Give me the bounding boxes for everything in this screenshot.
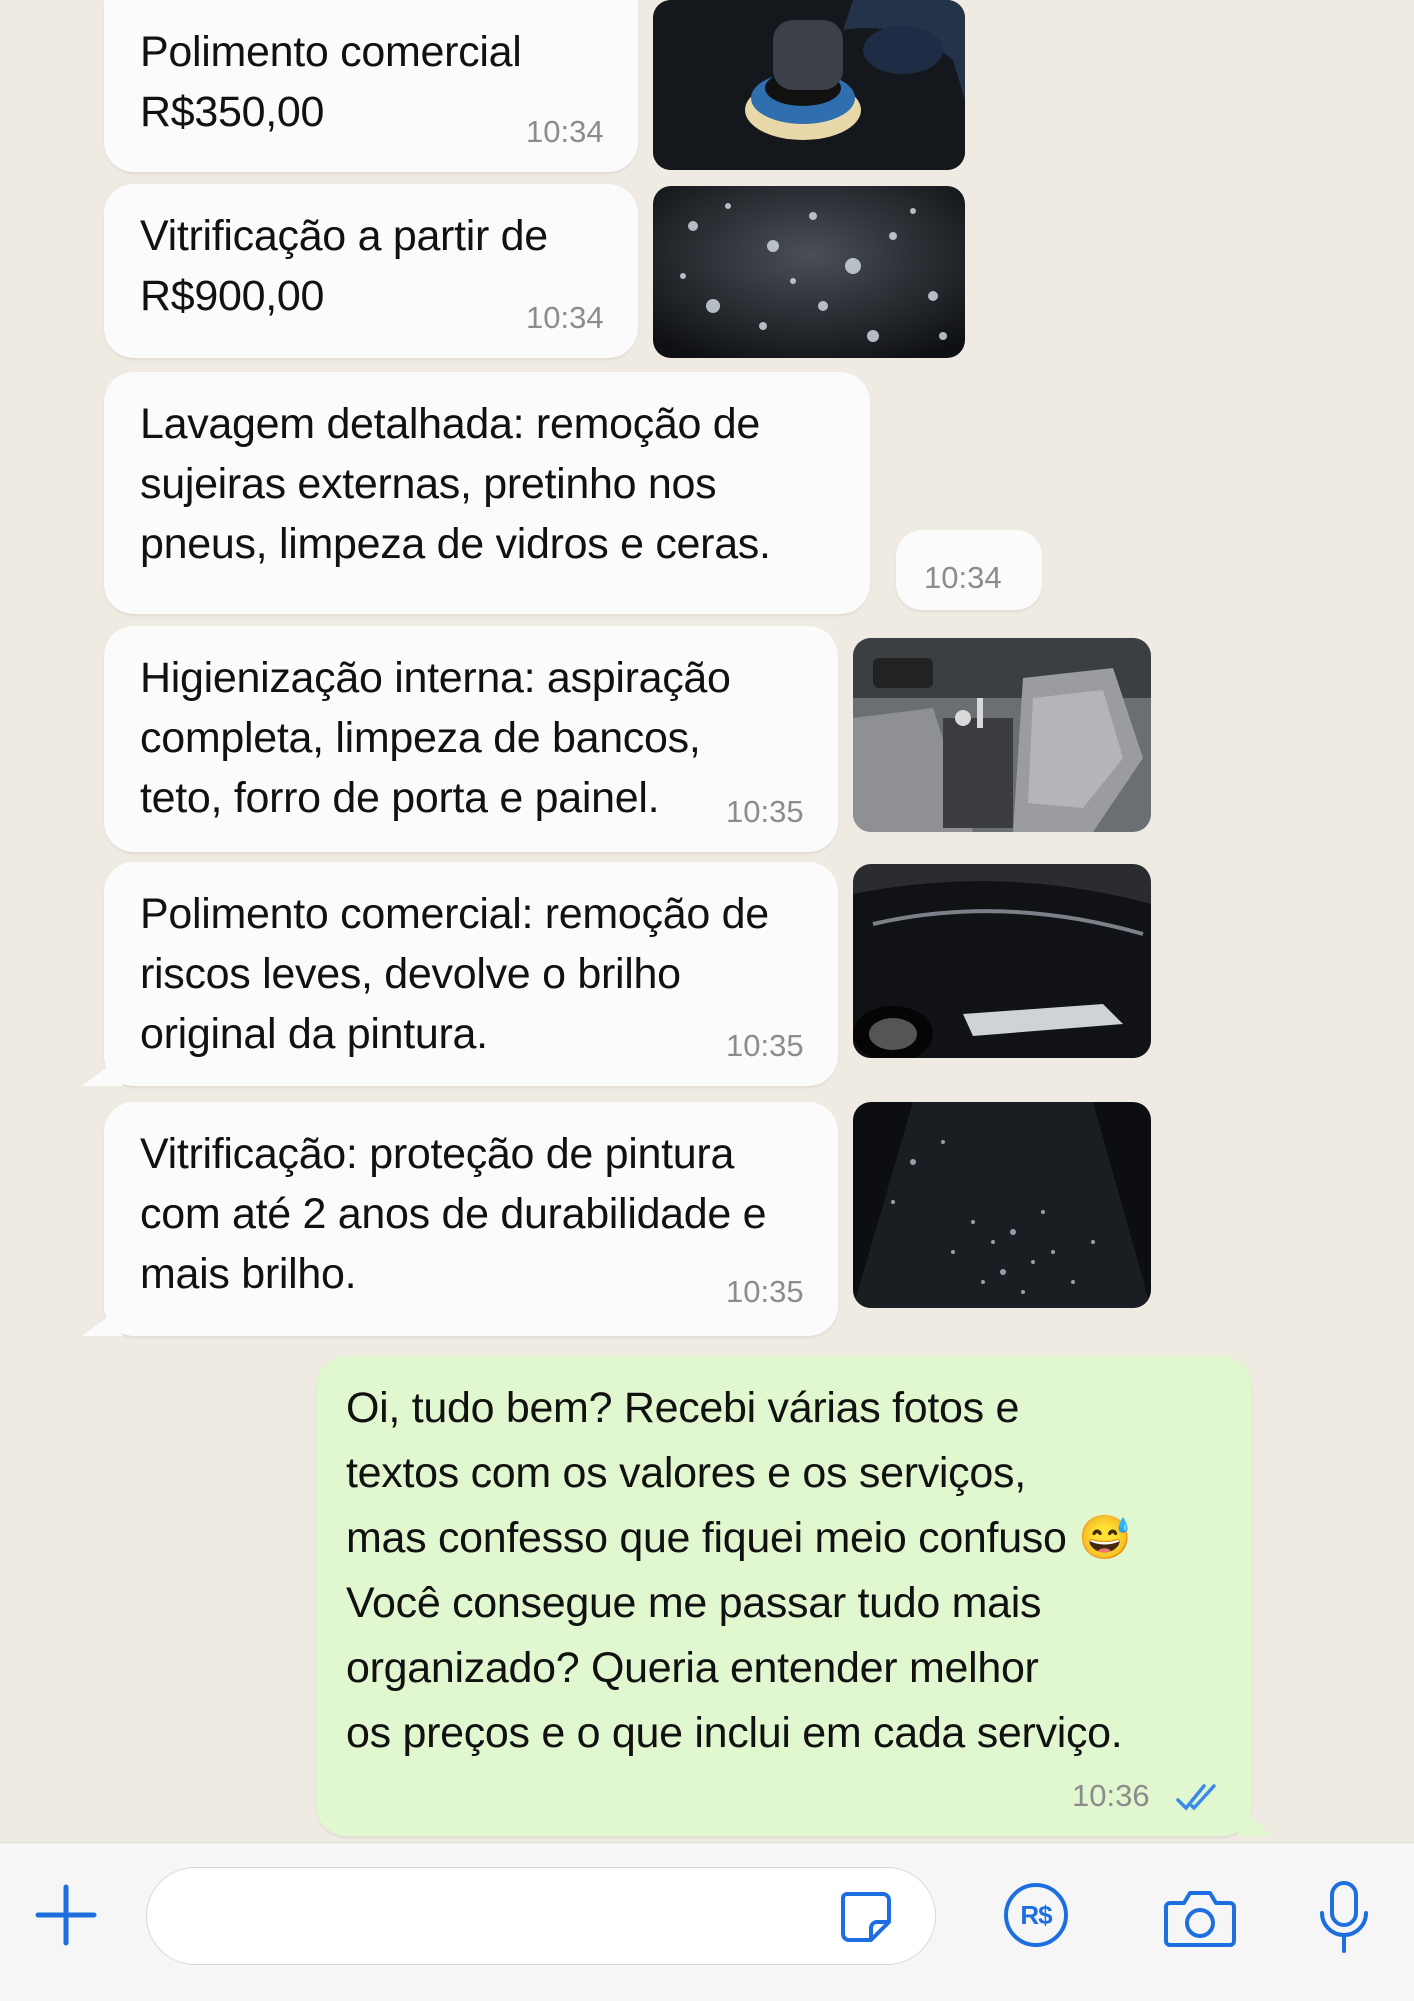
message-time: 10:34	[526, 300, 604, 335]
message-time: 10:35	[726, 1028, 804, 1063]
bubble-tail	[82, 1056, 122, 1086]
payment-icon[interactable]	[1004, 1883, 1068, 1947]
bubble-tail	[82, 1306, 122, 1336]
outgoing-message-bubble[interactable]	[316, 1356, 1252, 1836]
polisher-image	[653, 0, 965, 170]
message-bubble[interactable]	[104, 862, 838, 1086]
message-text: Polimento comercial R$350,00	[140, 28, 522, 136]
coated-paint-photo[interactable]	[853, 1102, 1151, 1308]
message-bubble[interactable]	[104, 0, 638, 172]
message-time: 10:34	[526, 114, 604, 149]
message-text: Vitrificação a partir de R$900,00	[140, 212, 548, 320]
microphone-icon[interactable]	[1314, 1879, 1374, 1957]
message-text: Vitrificação: proteção de pintura com até 2 anos de durabilidade e mais brilho.	[140, 1130, 767, 1298]
plus-icon[interactable]	[34, 1883, 98, 1947]
water-droplets-image	[653, 186, 965, 358]
bubble-tail	[1238, 1806, 1272, 1836]
coated-paint-image	[853, 1102, 1151, 1308]
time-pill	[896, 530, 1042, 610]
message-text: Polimento comercial: remoção de riscos leves, devolve o brilho original da pintura.	[140, 890, 769, 1058]
message-time: 10:35	[726, 794, 804, 829]
message-time: 10:34	[924, 560, 1002, 595]
car-interior-image	[853, 638, 1151, 832]
message-text: Higienização interna: aspiração completa, limpeza de bancos, teto, forro de porta e painel.	[140, 654, 731, 822]
message-bubble[interactable]	[104, 626, 838, 852]
message-text: Oi, tudo bem? Recebi várias fotos e textos com os valores e os serviços, mas confesso que fiquei meio confuso 😅 Você consegue me passar tudo mais organizado? Queria entender melhor os preços e o que inclui em cada serviço.	[346, 1384, 1132, 1757]
black-car-image	[853, 864, 1151, 1058]
message-text: Lavagem detalhada: remoção de sujeiras externas, pretinho nos pneus, limpeza de vidros e ceras.	[140, 400, 771, 568]
message-bubble[interactable]	[104, 372, 870, 614]
car-interior-photo[interactable]	[853, 638, 1151, 832]
black-car-photo[interactable]	[853, 864, 1151, 1058]
composer-bar	[0, 1842, 1414, 2001]
camera-icon[interactable]	[1162, 1885, 1238, 1949]
message-time: 10:36	[1072, 1778, 1150, 1813]
message-input[interactable]	[146, 1867, 936, 1965]
message-bubble[interactable]	[104, 184, 638, 358]
message-time: 10:35	[726, 1274, 804, 1309]
payment-label: R$	[1020, 1899, 1052, 1930]
sticker-icon[interactable]	[835, 1886, 895, 1946]
water-droplets-photo[interactable]	[653, 186, 965, 358]
read-receipt-icon	[1174, 1782, 1222, 1812]
message-bubble[interactable]	[104, 1102, 838, 1336]
polisher-photo[interactable]	[653, 0, 965, 170]
